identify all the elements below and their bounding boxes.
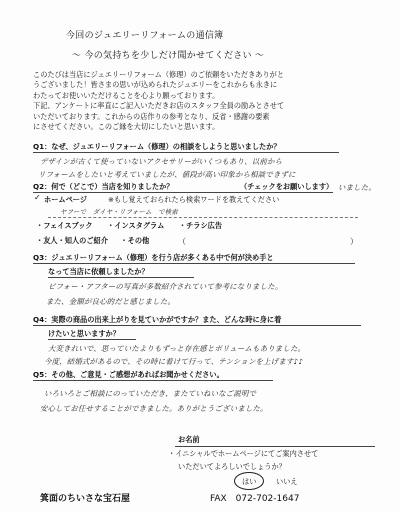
intro-line: いただいております。これからの店作りの参考となり、反省・感謝の要素 <box>33 111 270 121</box>
checkbox-other[interactable]: ・ <box>120 236 128 245</box>
q1-underline <box>33 152 339 153</box>
option-flyer: チラシ広告 <box>186 221 223 230</box>
option-instagram: インスタグラム <box>114 221 165 230</box>
hp-check-mark[interactable]: ✓ <box>34 193 41 202</box>
q1-answer-line: リフォームをしたいと考えていましたが、値段が高い印象から相談できずに <box>38 170 296 179</box>
homepage-note: ※もし覚えておられたら検索ワードを教えてください <box>108 195 280 204</box>
intro-line: うございました！皆さまの思いが込められたジュエリーをこれからも永きに <box>33 80 278 90</box>
q3-label-line1: Q3：ジュエリーリフォーム（修理）を行う店が多くある中で何が決め手と <box>33 253 274 262</box>
q5-answer-line: いろいろとご相談にのっていただき、またていねいなご説明で <box>44 389 257 398</box>
q2-note: （チェックをお願いします） <box>240 182 334 191</box>
option-friend: 友人・知人のご紹介 <box>43 236 108 245</box>
intro-paragraph <box>33 70 284 133</box>
q4-label-line2: けたいと思いますか？ <box>48 329 120 338</box>
initial-question-line2: いただいてよろしいでしょうか？ <box>178 462 286 471</box>
intro-line: わたってお使いいただけることを心より願っております。 <box>33 90 220 100</box>
q4-underline-2 <box>48 339 136 340</box>
option-homepage: ホームページ <box>44 195 87 204</box>
q3-label-line2: なって当店に依頼しましたか？ <box>48 267 149 276</box>
q3-answer-line: ビフォー・アフターの写真が多数紹介されていて参考になりました。 <box>48 282 283 291</box>
q1-answer-tail: いました。 <box>338 183 376 192</box>
intro-line: このたびは当店にジュエリーリフォーム（修理）のご依頼をいただきありがと <box>33 70 285 79</box>
answer-no[interactable]: いいえ <box>276 477 298 486</box>
checkbox-friend[interactable]: ・ <box>36 236 44 245</box>
checkbox-flyer[interactable]: ・ <box>178 221 187 230</box>
checkbox-instagram[interactable]: ・ <box>107 221 115 230</box>
q3-answer-line: また、金額が良心的だと感じました。 <box>46 297 176 306</box>
yes-selected-circle <box>234 472 264 490</box>
q2-underline <box>33 192 333 193</box>
option-facebook: フェイスブック <box>43 221 93 230</box>
q4-label-line1: Q4：実際の商品の出来上がりを見ていかがですか？また、どんな時に身に着 <box>33 315 282 324</box>
checkbox-facebook[interactable]: ・ <box>36 221 44 230</box>
search-word-answer: ヤフーで ダイヤ・リフォーム で検索 <box>60 208 178 216</box>
option-row-2 <box>36 236 149 246</box>
q5-underline <box>33 380 273 381</box>
option-other: その他 <box>127 236 150 245</box>
intro-line: にさせてください。このご縁を大切にしたいと思います。 <box>33 122 220 132</box>
other-paren-close: ） <box>350 237 358 246</box>
option-row-1 <box>36 221 222 231</box>
q2-label: Q2：何で（どこで）当店を知りましたか？ <box>33 182 174 191</box>
q1-label: Q1：なぜ、ジュエリーリフォーム（修理）の相談をしようと思いましたか？ <box>33 142 281 151</box>
page-title: 今回のジュエリーリフォームの通信簿 <box>66 31 224 41</box>
q4-answer-line: 大変きれいで、思っていたよりもずっと存在感とボリュームもありました。 <box>48 344 306 353</box>
name-label: お名前 <box>178 435 200 444</box>
q4-underline-1 <box>33 325 361 326</box>
q5-label: Q5：その他、ご意見・ご感想があればお聞かせください。 <box>33 370 224 379</box>
q3-underline-2 <box>48 277 194 278</box>
shop-name: 箕面のちいさな宝石屋 <box>40 494 131 504</box>
intro-line: 下記、アンケートに率直にご記入いただきお店のスタッフ全員の励みとさせて <box>33 101 285 111</box>
q5-answer-line: 安心してお任せすることができました。ありがとうございました。 <box>40 404 268 413</box>
initial-question-line1: ・イニシャルでホームページにてご案内させて <box>168 449 319 458</box>
other-paren: （ <box>178 237 186 246</box>
page-subtitle: 〜 今の気持ちを少しだけ聞かせてください 〜 <box>72 51 265 61</box>
q4-answer-line: 今度、結婚式があるので、その時に着けて行って、テンションを上げます♪♪ <box>44 357 304 366</box>
q1-answer-line: デザインが古くて使っていないアクセサリーがいくつもあり、以前から <box>40 157 283 166</box>
name-field-line[interactable] <box>175 446 375 447</box>
q3-underline-1 <box>33 263 355 264</box>
shop-fax: FAX 072-702-1647 <box>210 494 300 504</box>
search-word-line <box>48 217 358 218</box>
answer-yes[interactable]: はい <box>242 477 257 486</box>
